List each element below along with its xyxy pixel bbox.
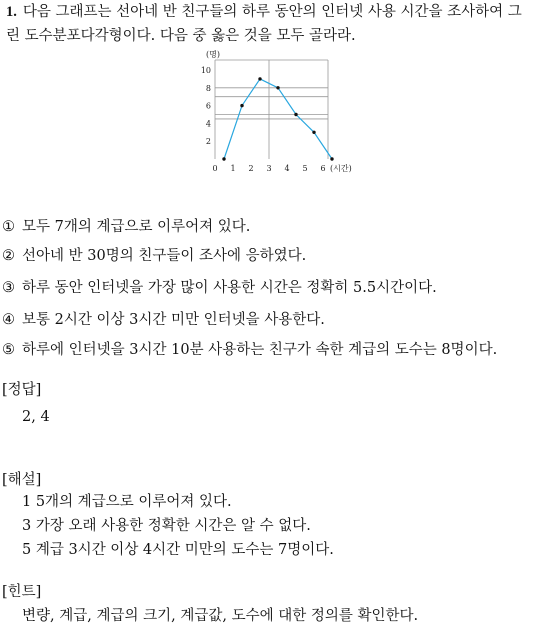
option-4[interactable] (2, 310, 325, 330)
frequency-polygon-chart (188, 50, 358, 175)
option-2[interactable] (2, 246, 306, 266)
y-tick-label-10: 10 (200, 66, 211, 75)
x-tick-label-4: 4 (284, 164, 290, 173)
explanation-line-1: 1 5개의 계급으로 이루어져 있다. (22, 494, 232, 510)
option-5-text: 하루에 인터넷을 3시간 10분 사용하는 친구가 속한 계급의 도수는 8명이다. (22, 342, 498, 358)
explanation-label: [해설] (2, 472, 42, 488)
data-point-2 (258, 77, 261, 80)
option-1-marker: ① (2, 219, 15, 235)
x-tick-label-2: 2 (248, 164, 254, 173)
data-point-3 (276, 86, 279, 89)
x-tick-label-3: 3 (266, 164, 272, 173)
hint-text: 변량, 계급, 계급의 크기, 계급값, 도수에 대한 정의를 확인한다. (22, 608, 419, 624)
option-1[interactable] (2, 217, 250, 237)
option-5-marker: ⑤ (2, 342, 15, 358)
data-point-6 (330, 157, 333, 160)
answer-text: 2, 4 (22, 409, 50, 425)
data-point-5 (312, 131, 315, 134)
data-point-4 (294, 113, 297, 116)
explanation-line-2: 3 가장 오래 사용한 정확한 시간은 알 수 없다. (22, 518, 311, 534)
hint-label: [힌트] (2, 584, 42, 600)
option-3-text: 하루 동안 인터넷을 가장 많이 사용한 시간은 정확히 5.5시간이다. (22, 280, 437, 296)
data-point-1 (240, 104, 243, 107)
question-body: 다음 그래프는 선아네 반 친구들의 하루 동안의 인터넷 사용 시간을 조사하여 그린 도수분포다각형이다. 다음 중 옳은 것을 모두 골라라. (6, 4, 522, 44)
x-tick-label-0: 0 (212, 164, 218, 173)
data-point-0 (222, 157, 225, 160)
option-2-marker: ② (2, 248, 15, 264)
option-3-marker: ③ (2, 280, 15, 296)
x-tick-label-5: 5 (302, 164, 308, 173)
y-tick-label-2: 2 (205, 137, 211, 147)
y-tick-label-8: 8 (205, 83, 211, 93)
y-tick-label-4: 4 (205, 119, 211, 129)
x-unit-label: (시간) (330, 164, 352, 173)
question-text (6, 0, 530, 48)
y-unit-label: (명) (206, 50, 220, 59)
option-3[interactable] (2, 278, 437, 298)
option-4-marker: ④ (2, 312, 15, 328)
answer-label: [정답] (2, 382, 42, 398)
explanation-line-3: 5 계급 3시간 이상 4시간 미만의 도수는 7명이다. (22, 542, 334, 558)
x-tick-label-6: 6 (320, 164, 326, 173)
question-number: 1. (6, 4, 17, 20)
option-4-text: 보통 2시간 이상 3시간 미만 인터넷을 사용한다. (22, 312, 325, 328)
y-tick-label-6: 6 (205, 101, 211, 111)
option-2-text: 선아네 반 30명의 친구들이 조사에 응하였다. (22, 248, 307, 264)
option-5[interactable] (2, 340, 497, 360)
x-tick-label-1: 1 (230, 164, 236, 173)
option-1-text: 모두 7개의 계급으로 이루어져 있다. (22, 219, 251, 235)
